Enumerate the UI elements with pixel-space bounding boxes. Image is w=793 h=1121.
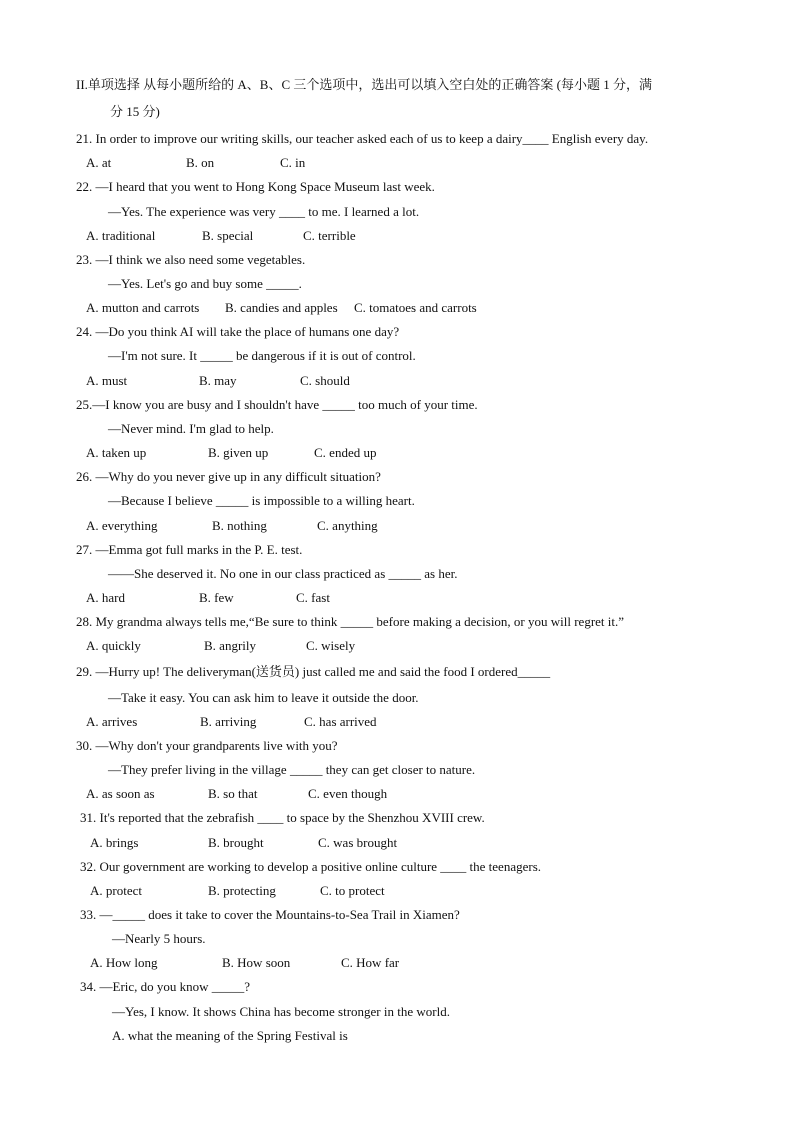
option-c: C. should: [300, 373, 350, 388]
option-b: B. special: [202, 228, 254, 243]
response-22: —Yes. The experience was very ____ to me. I learned a lot.: [108, 204, 420, 219]
option-a: A. as soon as: [86, 786, 155, 801]
response-29: —Take it easy. You can ask him to leave it outside the door.: [108, 690, 419, 705]
option-a: A. quickly: [86, 638, 141, 653]
question-28: 28. My grandma always tells me,“Be sure to think _____ before making a decision, or you will regret it.”: [76, 614, 625, 629]
question-32: 32. Our government are working to develop a positive online culture ____ the teenagers.: [80, 859, 542, 874]
response-27: ——She deserved it. No one in our class practiced as _____ as her.: [108, 566, 458, 581]
response-30: —They prefer living in the village _____ they can get closer to nature.: [108, 762, 476, 777]
option-c: C. fast: [296, 590, 330, 605]
question-23: 23. —I think we also need some vegetables.: [76, 252, 306, 267]
question-33: 33. —_____ does it take to cover the Mountains-to-Sea Trail in Xiamen?: [80, 907, 460, 922]
question-21: 21. In order to improve our writing skills, our teacher asked each of us to keep a dairy____ English every day.: [76, 131, 649, 146]
option-b: B. given up: [208, 445, 269, 460]
option-b: B. protecting: [208, 883, 276, 898]
question-31: 31. It's reported that the zebrafish ____ to space by the Shenzhou XVIII crew.: [80, 810, 485, 825]
option-b: B. How soon: [222, 955, 291, 970]
option-c: C. in: [280, 155, 306, 170]
option-c: C. tomatoes and carrots: [354, 300, 477, 315]
response-25: —Never mind. I'm glad to help.: [108, 421, 274, 436]
option-b: B. candies and apples: [225, 300, 338, 315]
option-a: A. How long: [90, 955, 158, 970]
option-a: A. everything: [86, 518, 158, 533]
option-c: C. even though: [308, 786, 388, 801]
option-c: C. to protect: [320, 883, 385, 898]
option-a: A. what the meaning of the Spring Festival is: [112, 1028, 348, 1043]
question-24: 24. —Do you think AI will take the place of humans one day?: [76, 324, 400, 339]
option-b: B. angrily: [204, 638, 256, 653]
question-34: 34. —Eric, do you know _____?: [80, 979, 251, 994]
option-a: A. taken up: [86, 445, 147, 460]
option-a: A. protect: [90, 883, 142, 898]
option-c: C. How far: [341, 955, 400, 970]
option-a: A. brings: [90, 835, 139, 850]
response-23: —Yes. Let's go and buy some _____.: [108, 276, 302, 291]
option-a: A. hard: [86, 590, 125, 605]
option-a: A. traditional: [86, 228, 156, 243]
option-c: C. anything: [317, 518, 378, 533]
section-heading: II.单项选择 从每小题所给的 A、B、C 三个选项中，选出可以填入空白处的正确答案 (每小题 1 分，满: [76, 77, 652, 92]
question-22: 22. —I heard that you went to Hong Kong Space Museum last week.: [76, 179, 435, 194]
question-27: 27. —Emma got full marks in the P. E. test.: [76, 542, 303, 557]
option-a: A. must: [86, 373, 128, 388]
option-b: B. brought: [208, 835, 264, 850]
question-30: 30. —Why don't your grandparents live with you?: [76, 738, 338, 753]
option-b: B. so that: [208, 786, 258, 801]
option-a: A. arrives: [86, 714, 138, 729]
question-29: 29. —Hurry up! The deliveryman(送货员) just called me and said the food I ordered_____: [76, 664, 551, 679]
option-b: B. may: [199, 373, 237, 388]
question-25: 25.—I know you are busy and I shouldn't have _____ too much of your time.: [76, 397, 478, 412]
option-b: B. nothing: [212, 518, 267, 533]
response-26: —Because I believe _____ is impossible to a willing heart.: [108, 493, 415, 508]
option-c: C. has arrived: [304, 714, 377, 729]
option-c: C. wisely: [306, 638, 356, 653]
option-b: B. few: [199, 590, 234, 605]
section-heading-continued: 分 15 分): [110, 104, 160, 119]
option-c: C. terrible: [303, 228, 356, 243]
option-a: A. mutton and carrots: [86, 300, 200, 315]
option-c: C. ended up: [314, 445, 377, 460]
option-a: A. at: [86, 155, 112, 170]
response-34: —Yes, I know. It shows China has become stronger in the world.: [112, 1004, 450, 1019]
question-26: 26. —Why do you never give up in any difficult situation?: [76, 469, 381, 484]
response-24: —I'm not sure. It _____ be dangerous if it is out of control.: [108, 348, 416, 363]
option-c: C. was brought: [318, 835, 398, 850]
option-b: B. on: [186, 155, 215, 170]
option-b: B. arriving: [200, 714, 257, 729]
response-33: —Nearly 5 hours.: [112, 931, 206, 946]
